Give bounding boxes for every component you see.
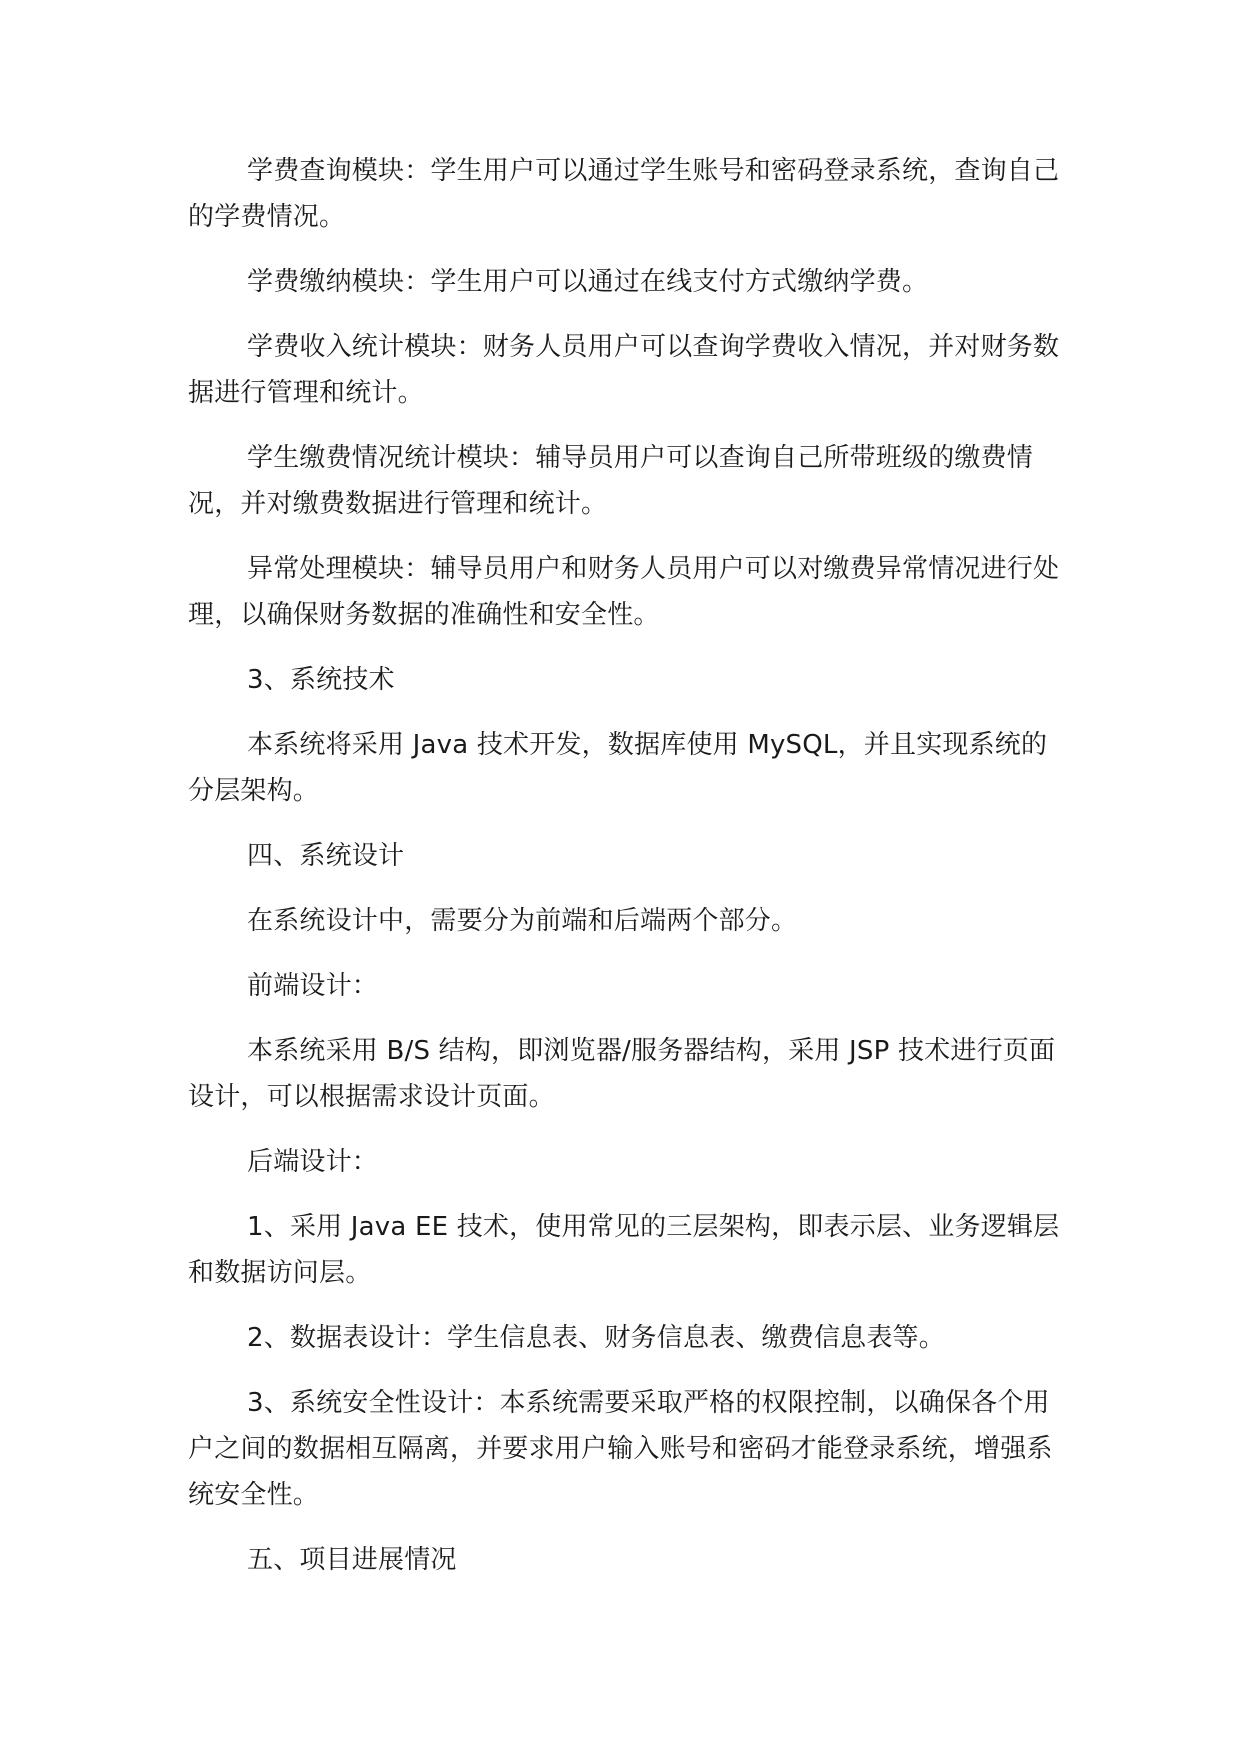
paragraph-income-statistics-module: 学费收入统计模块：财务人员用户可以查询学费收入情况，并对财务数据进行管理和统计。: [188, 332, 1060, 408]
document-body: [188, 148, 1060, 1602]
paragraph-tuition-query-module: 学费查询模块：学生用户可以通过学生账号和密码登录系统，查询自己的学费情况。: [188, 156, 1060, 232]
paragraph-system-technology: 本系统将采用 Java 技术开发，数据库使用 MySQL，并且实现系统的分层架构。: [188, 730, 1048, 806]
paragraph-exception-handling-module: 异常处理模块：辅导员用户和财务人员用户可以对缴费异常情况进行处理，以确保财务数据的准确性和安全性。: [188, 554, 1060, 630]
paragraph-security-design: 3、系统安全性设计：本系统需要采取严格的权限控制，以确保各个用户之间的数据相互隔离，并要求用户输入账号和密码才能登录系统，增强系统安全性。: [188, 1388, 1053, 1510]
heading-project-progress: 五、项目进展情况: [247, 1545, 457, 1575]
paragraph-payment-statistics-module: 学生缴费情况统计模块：辅导员用户可以查询自己所带班级的缴费情况，并对缴费数据进行管理和统计。: [188, 443, 1034, 519]
paragraph-table-design: 2、数据表设计：学生信息表、财务信息表、缴费信息表等。: [247, 1323, 945, 1353]
paragraph-design-intro: 在系统设计中，需要分为前端和后端两个部分。: [247, 906, 798, 936]
paragraph-frontend-design: 本系统采用 B/S 结构，即浏览器/服务器结构，采用 JSP 技术进行页面设计，可以根据需求设计页面。: [188, 1036, 1056, 1112]
heading-frontend-design: 前端设计：: [247, 971, 379, 1001]
heading-system-design: 四、系统设计: [247, 841, 405, 871]
heading-system-technology: 3、系统技术: [247, 665, 395, 695]
heading-backend-design: 后端设计：: [247, 1147, 379, 1177]
paragraph-backend-architecture: 1、采用 Java EE 技术，使用常见的三层架构，即表示层、业务逻辑层和数据访问层。: [188, 1212, 1060, 1288]
paragraph-tuition-payment-module: 学费缴纳模块：学生用户可以通过在线支付方式缴纳学费。: [247, 267, 929, 297]
